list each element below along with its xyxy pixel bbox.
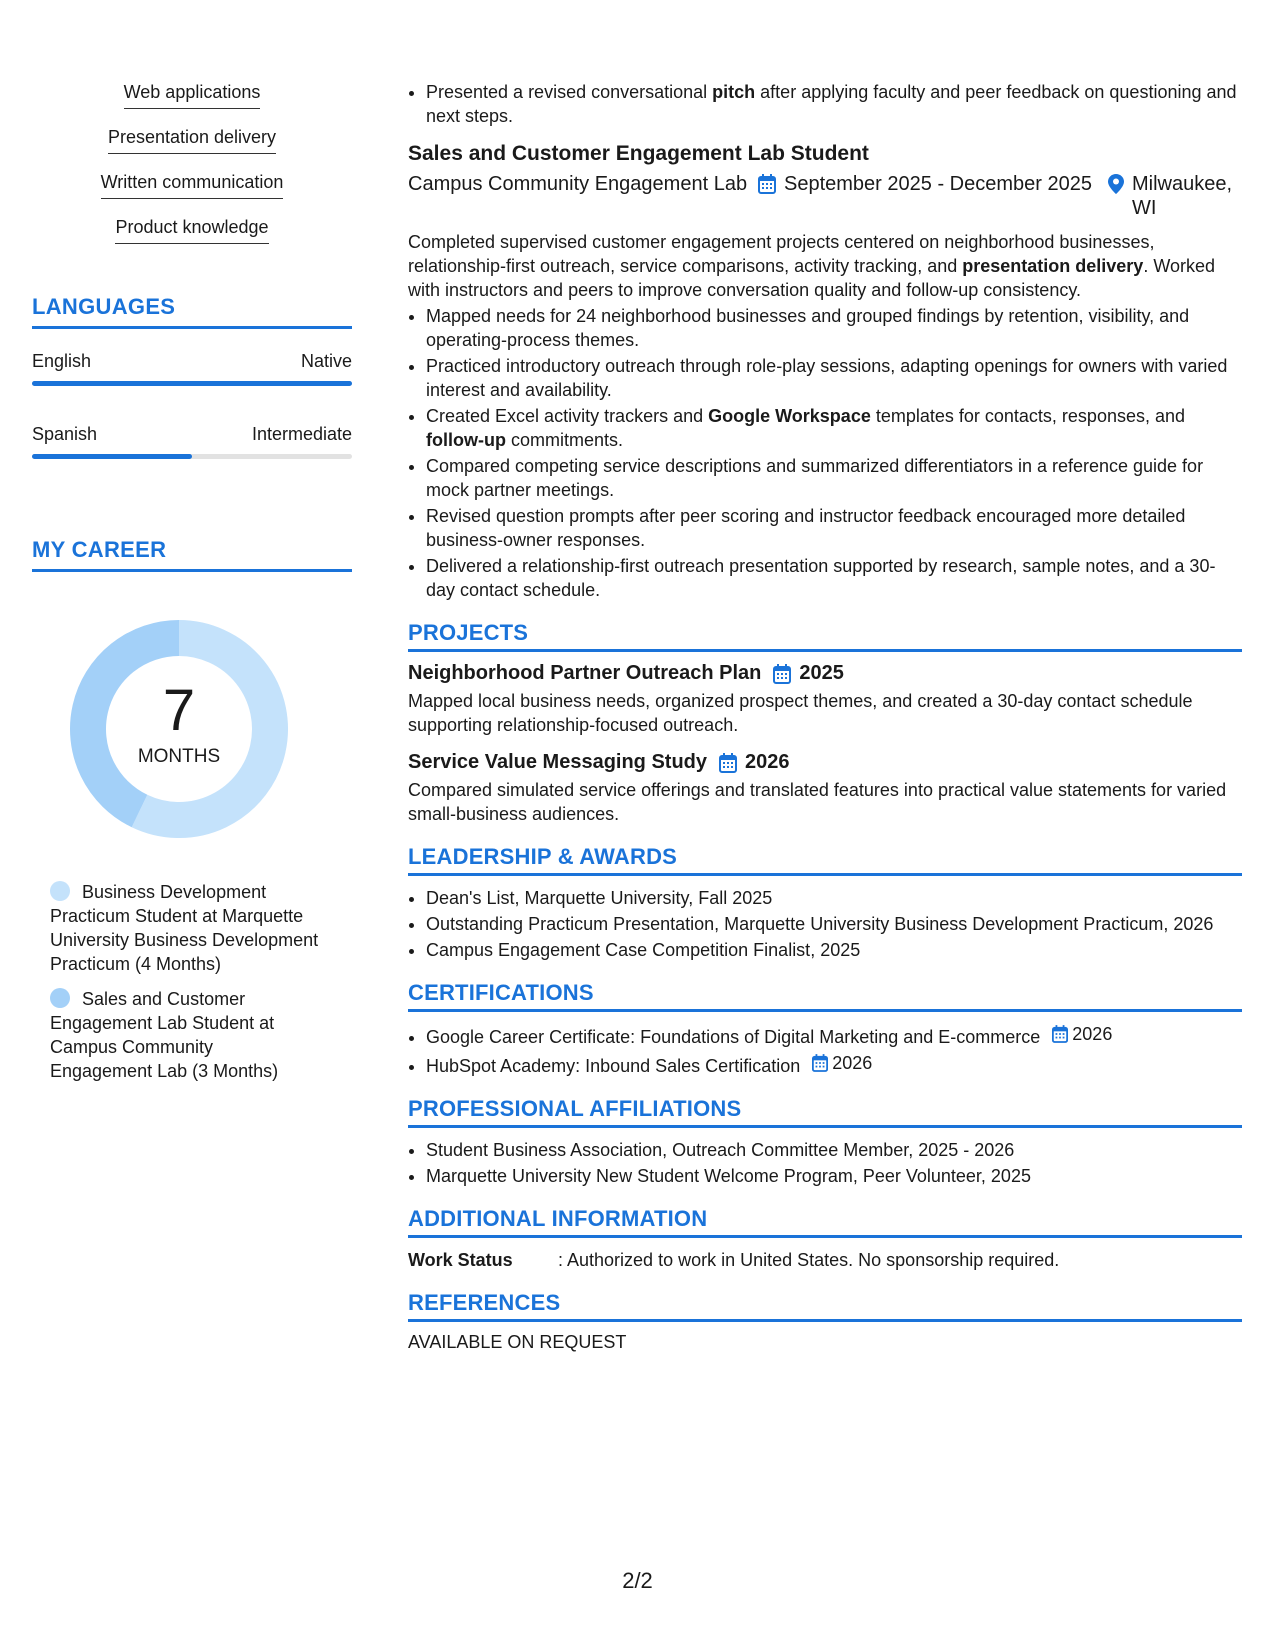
awards-section bbox=[408, 844, 1242, 962]
main-content bbox=[408, 80, 1242, 1353]
certification-item bbox=[426, 1051, 1242, 1078]
career-donut-chart bbox=[66, 616, 292, 842]
language-proficiency-bar bbox=[32, 381, 352, 386]
language-proficiency-bar bbox=[32, 454, 352, 459]
calendar-icon bbox=[758, 174, 776, 194]
career-total-unit: MONTHS bbox=[137, 746, 221, 767]
skill-item bbox=[32, 217, 352, 244]
skill-chip: Written communication bbox=[101, 172, 284, 199]
project-title: Neighborhood Partner Outreach Plan 2025 bbox=[408, 662, 844, 684]
language-name: English bbox=[32, 351, 92, 371]
career-legend-label: Sales and Customer Engagement Lab Student at Campus Community Engagement Lab (3 Months) bbox=[50, 989, 279, 1081]
previous-job-bullets bbox=[408, 80, 1242, 128]
language-level: Native bbox=[300, 351, 352, 371]
career-heading: MY CAREER bbox=[32, 537, 352, 572]
bullet-item: • Mapped needs for 24 neighborhood businesses and grouped findings by retention, visibility, and operating-process themes. bbox=[426, 304, 1242, 352]
page-number: 2/2 bbox=[622, 1568, 653, 1593]
sidebar bbox=[32, 82, 352, 1094]
additional-info-section bbox=[408, 1206, 1242, 1272]
calendar-icon bbox=[773, 664, 791, 684]
job-dates bbox=[758, 172, 1108, 220]
award-item: • Dean's List, Marquette University, Fall 2025 bbox=[426, 886, 1242, 910]
skill-chip: Product knowledge bbox=[115, 217, 268, 244]
affiliations-heading: PROFESSIONAL AFFILIATIONS bbox=[408, 1096, 1242, 1128]
experience-entry bbox=[408, 142, 1242, 602]
job-location bbox=[1108, 172, 1242, 220]
projects-heading: PROJECTS bbox=[408, 620, 1242, 652]
awards-heading: LEADERSHIP & AWARDS bbox=[408, 844, 1242, 876]
certifications-list bbox=[408, 1022, 1242, 1078]
references-section bbox=[408, 1290, 1242, 1353]
skills-list bbox=[32, 82, 352, 244]
work-status-row bbox=[408, 1248, 1242, 1272]
certifications-section bbox=[408, 980, 1242, 1078]
language-row bbox=[32, 424, 352, 459]
career-legend-item bbox=[50, 880, 320, 976]
job-company: Campus Community Engagement Lab bbox=[408, 173, 748, 195]
project-year: 2025 bbox=[799, 662, 844, 684]
certification-name: HubSpot Academy: Inbound Sales Certification bbox=[426, 1056, 801, 1076]
affiliations-section bbox=[408, 1096, 1242, 1188]
calendar-icon bbox=[812, 1054, 828, 1072]
career-total-months: 7 bbox=[162, 678, 196, 743]
languages-section bbox=[32, 294, 352, 459]
career-section bbox=[32, 537, 352, 1083]
calendar-icon bbox=[719, 753, 737, 773]
language-proficiency-fill bbox=[32, 454, 192, 459]
job-dates-text: September 2025 - December 2025 bbox=[784, 173, 1092, 195]
skill-item bbox=[32, 82, 352, 109]
bullet-item: • Compared competing service descriptions and summarized differentiators in a reference guide for mock partner meetings. bbox=[426, 454, 1242, 502]
language-row bbox=[32, 351, 352, 386]
skill-item bbox=[32, 127, 352, 154]
job-location-text: Milwaukee, WI bbox=[1132, 173, 1233, 219]
languages-heading: LANGUAGES bbox=[32, 294, 352, 329]
certifications-heading: CERTIFICATIONS bbox=[408, 980, 1242, 1012]
affiliations-list bbox=[408, 1138, 1242, 1188]
job-meta bbox=[408, 172, 1242, 220]
career-legend-item bbox=[50, 987, 320, 1083]
job-bullets bbox=[408, 304, 1242, 602]
language-name: Spanish bbox=[32, 424, 98, 444]
bullet-item: • Presented a revised conversational pitch after applying faculty and peer feedback on questioning and next steps. bbox=[426, 80, 1242, 128]
skill-chip: Web applications bbox=[124, 82, 261, 109]
calendar-icon bbox=[1052, 1025, 1068, 1043]
skill-chip: Presentation delivery bbox=[108, 127, 276, 154]
additional-info-heading: ADDITIONAL INFORMATION bbox=[408, 1206, 1242, 1238]
affiliation-item: • Marquette University New Student Welcome Program, Peer Volunteer, 2025 bbox=[426, 1164, 1242, 1188]
certification-name: Google Career Certificate: Foundations of Digital Marketing and E-commerce bbox=[426, 1027, 1041, 1047]
certification-year: 2026 bbox=[1072, 1024, 1113, 1044]
award-item: • Campus Engagement Case Competition Finalist, 2025 bbox=[426, 938, 1242, 962]
affiliation-item: • Student Business Association, Outreach Committee Member, 2025 - 2026 bbox=[426, 1138, 1242, 1162]
language-level: Intermediate bbox=[251, 424, 352, 444]
project-title: Service Value Messaging Study 2026 bbox=[408, 751, 790, 773]
job-summary: Completed supervised customer engagement projects centered on neighborhood businesses, relationship-first outreach, service comparisons, activity tracking, and presentation delivery. Worked with instructors and peers to improve conversation quality and follow-up consistency. bbox=[408, 232, 1216, 300]
map-pin-icon bbox=[1108, 174, 1124, 194]
skill-item bbox=[32, 172, 352, 199]
award-item: • Outstanding Practicum Presentation, Marquette University Business Development Practicum, 2026 bbox=[426, 912, 1242, 936]
certification-item bbox=[426, 1022, 1242, 1049]
job-title: Sales and Customer Engagement Lab Student bbox=[408, 142, 869, 165]
awards-list bbox=[408, 886, 1242, 962]
project-year: 2026 bbox=[745, 751, 790, 773]
bullet-item: • Delivered a relationship-first outreach presentation supported by research, sample notes, and a 30-day contact schedule. bbox=[426, 554, 1242, 602]
references-text: AVAILABLE ON REQUEST bbox=[408, 1332, 627, 1352]
work-status-value: : Authorized to work in United States. No sponsorship required. bbox=[558, 1250, 1060, 1270]
legend-dot bbox=[50, 988, 70, 1008]
legend-dot bbox=[50, 881, 70, 901]
language-proficiency-fill bbox=[32, 381, 352, 386]
references-heading: REFERENCES bbox=[408, 1290, 1242, 1322]
career-legend-label: Business Development Practicum Student at Marquette University Business Development Practicum (4 Months) bbox=[50, 882, 319, 974]
certification-year: 2026 bbox=[832, 1053, 873, 1073]
projects-section bbox=[408, 620, 1242, 826]
bullet-item: • Practiced introductory outreach through role-play sessions, adapting openings for owners with varied interest and availability. bbox=[426, 354, 1242, 402]
bullet-item: • Revised question prompts after peer scoring and instructor feedback encouraged more detailed business-owner responses. bbox=[426, 504, 1242, 552]
bullet-item: • Created Excel activity trackers and Google Workspace templates for contacts, responses, and follow-up commitments. bbox=[426, 404, 1242, 452]
project-description: Mapped local business needs, organized prospect themes, and created a 30-day contact schedule supporting relationship-focused outreach. bbox=[408, 691, 1193, 735]
project-description: Compared simulated service offerings and translated features into practical value statements for varied small-business audiences. bbox=[408, 780, 1227, 824]
career-legend bbox=[50, 880, 320, 1083]
work-status-label: Work Status bbox=[408, 1250, 513, 1270]
